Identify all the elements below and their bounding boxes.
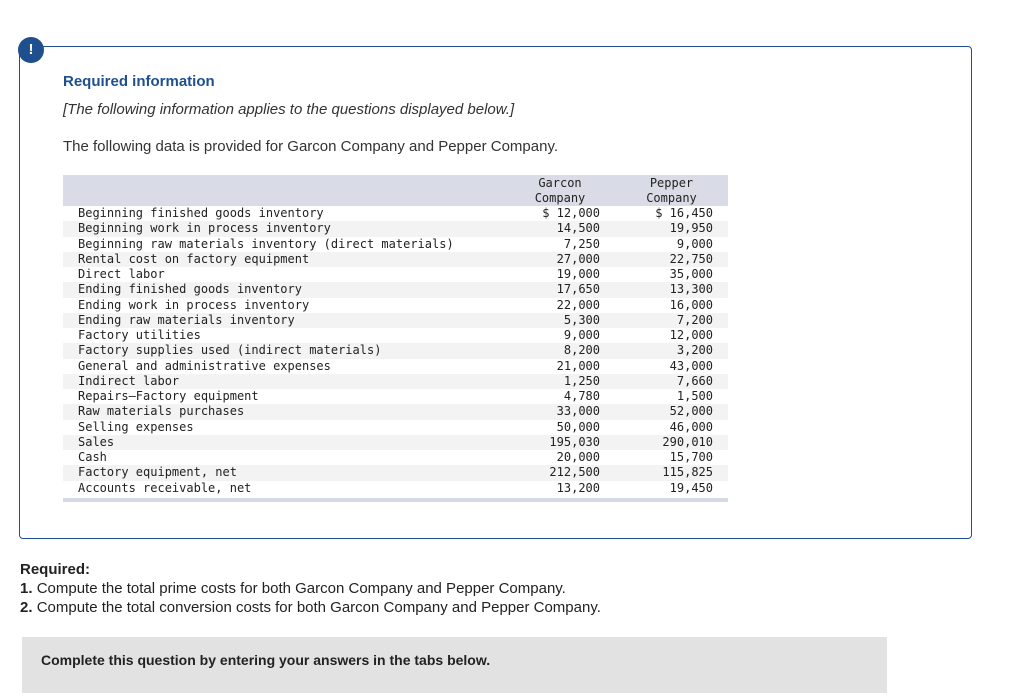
pepper-value: 15,700 [615, 450, 728, 465]
table-row [63, 313, 728, 328]
row-label: Ending work in process inventory [63, 298, 505, 313]
table-row [63, 481, 728, 500]
pepper-value: 43,000 [615, 359, 728, 374]
required-item-text: Compute the total prime costs for both Garcon Company and Pepper Company. [36, 580, 566, 597]
garcon-value: 5,300 [505, 313, 615, 328]
header-garcon [505, 175, 615, 206]
table-row [63, 404, 728, 419]
pepper-value: 9,000 [615, 237, 728, 252]
row-label: Sales [63, 435, 505, 450]
table-row [63, 450, 728, 465]
row-label: Rental cost on factory equipment [63, 252, 505, 267]
pepper-value: 7,660 [615, 374, 728, 389]
pepper-value: 19,450 [615, 481, 728, 500]
row-label: Accounts receivable, net [63, 481, 505, 500]
required-title: Required: [20, 561, 91, 578]
pepper-value: 7,200 [615, 313, 728, 328]
garcon-value: 22,000 [505, 298, 615, 313]
garcon-value: 7,250 [505, 237, 615, 252]
garcon-value: 20,000 [505, 450, 615, 465]
table-row [63, 420, 728, 435]
required-item-2 [20, 598, 601, 617]
table-header-row [63, 175, 728, 206]
row-label: Selling expenses [63, 420, 505, 435]
row-label: Ending raw materials inventory [63, 313, 505, 328]
info-note: [The following information applies to the questions displayed below.] [63, 101, 515, 118]
table-row [63, 374, 728, 389]
garcon-value: 13,200 [505, 481, 615, 500]
row-label: General and administrative expenses [63, 359, 505, 374]
table-row [63, 237, 728, 252]
row-label: Cash [63, 450, 505, 465]
garcon-value: 27,000 [505, 252, 615, 267]
complete-question-text: Complete this question by entering your answers in the tabs below. [41, 652, 491, 668]
garcon-value: $ 12,000 [505, 206, 615, 221]
row-label: Beginning work in process inventory [63, 221, 505, 236]
pepper-value: 35,000 [615, 267, 728, 282]
pepper-value: 46,000 [615, 420, 728, 435]
garcon-value: 50,000 [505, 420, 615, 435]
pepper-value: 52,000 [615, 404, 728, 419]
row-label: Direct labor [63, 267, 505, 282]
garcon-value: 4,780 [505, 389, 615, 404]
header-label-cell [63, 175, 505, 206]
required-item-1 [20, 579, 601, 598]
garcon-value: 8,200 [505, 343, 615, 358]
row-label: Beginning finished goods inventory [63, 206, 505, 221]
table-row [63, 435, 728, 450]
required-item-number: 1. [20, 580, 33, 597]
header-pepper-line2: Company [646, 191, 697, 205]
row-label: Beginning raw materials inventory (direct materials) [63, 237, 505, 252]
table-row [63, 267, 728, 282]
complete-question-bar [22, 637, 887, 693]
garcon-value: 195,030 [505, 435, 615, 450]
table-row [63, 359, 728, 374]
garcon-value: 9,000 [505, 328, 615, 343]
garcon-value: 19,000 [505, 267, 615, 282]
required-item-text: Compute the total conversion costs for both Garcon Company and Pepper Company. [36, 599, 601, 616]
pepper-value: 19,950 [615, 221, 728, 236]
row-label: Raw materials purchases [63, 404, 505, 419]
pepper-value: 16,000 [615, 298, 728, 313]
pepper-value: 115,825 [615, 465, 728, 480]
table-row [63, 206, 728, 221]
row-label: Ending finished goods inventory [63, 282, 505, 297]
pepper-value: 12,000 [615, 328, 728, 343]
table-row [63, 221, 728, 236]
info-title: Required information [63, 73, 215, 90]
row-label: Factory supplies used (indirect materials) [63, 343, 505, 358]
table-row [63, 343, 728, 358]
pepper-value: 290,010 [615, 435, 728, 450]
pepper-value: 3,200 [615, 343, 728, 358]
header-pepper-line1: Pepper [649, 176, 694, 190]
row-label: Repairs—Factory equipment [63, 389, 505, 404]
row-label: Indirect labor [63, 374, 505, 389]
row-label: Factory equipment, net [63, 465, 505, 480]
pepper-value: 13,300 [615, 282, 728, 297]
company-data-table [63, 175, 728, 502]
table-row [63, 465, 728, 480]
pepper-value: 1,500 [615, 389, 728, 404]
header-garcon-line2: Company [534, 191, 586, 205]
pepper-value: $ 16,450 [615, 206, 728, 221]
garcon-value: 17,650 [505, 282, 615, 297]
table-row [63, 252, 728, 267]
info-intro: The following data is provided for Garcon Company and Pepper Company. [63, 138, 558, 155]
table-body [63, 206, 728, 500]
header-garcon-line1: Garcon [538, 176, 582, 190]
header-pepper [615, 175, 728, 206]
garcon-value: 212,500 [505, 465, 615, 480]
garcon-value: 33,000 [505, 404, 615, 419]
row-label: Factory utilities [63, 328, 505, 343]
table-row [63, 389, 728, 404]
pepper-value: 22,750 [615, 252, 728, 267]
garcon-value: 14,500 [505, 221, 615, 236]
table-row [63, 298, 728, 313]
garcon-value: 21,000 [505, 359, 615, 374]
required-item-number: 2. [20, 599, 33, 616]
alert-icon: ! [18, 37, 44, 63]
required-section [20, 560, 601, 617]
table-row [63, 282, 728, 297]
garcon-value: 1,250 [505, 374, 615, 389]
table-row [63, 328, 728, 343]
